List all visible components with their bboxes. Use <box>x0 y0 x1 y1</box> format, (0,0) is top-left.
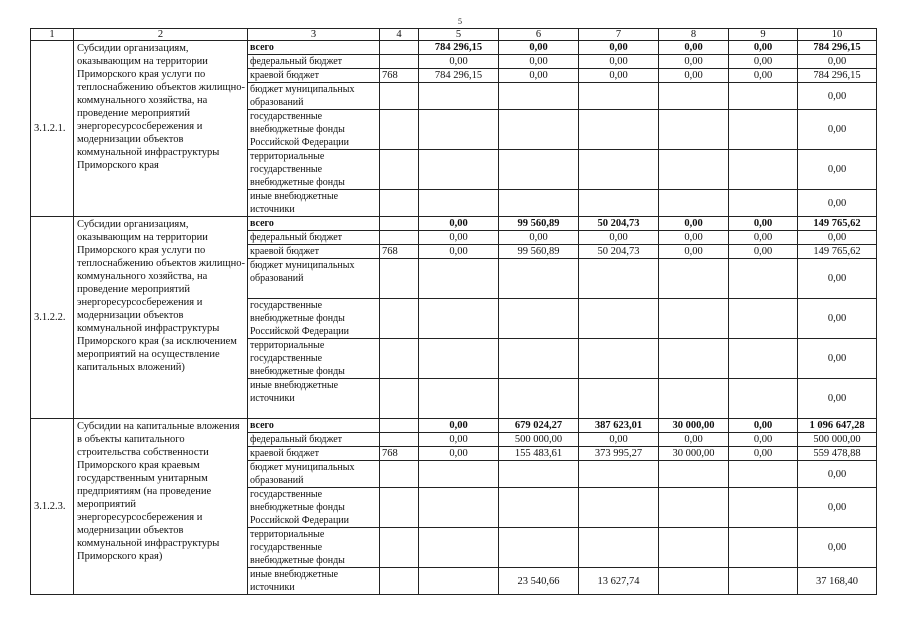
value-cell-c5 <box>419 461 499 488</box>
value-cell-c8: 0,00 <box>659 41 729 55</box>
funding-source: территориальные государственные внебюджетные фонды <box>248 528 380 568</box>
section-name: Субсидии на капитальные вложения в объекты капитального строительства собственности Приморского края краевым государственным унитарным предприятиям (на проведение мероприятий энергоресурсосбережения и модернизации объектов коммунальной инфраструктуры Приморского края) <box>74 419 248 595</box>
value-cell-c10: 500 000,00 <box>798 433 877 447</box>
value-cell-c9: 0,00 <box>729 231 798 245</box>
funding-source: бюджет муниципальных образований <box>248 83 380 110</box>
value-cell-c4 <box>380 299 419 339</box>
value-cell-c4 <box>380 55 419 69</box>
value-cell-c9 <box>729 110 798 150</box>
value-cell-c10: 0,00 <box>798 379 877 419</box>
value-cell-c8 <box>659 259 729 299</box>
value-cell-c7 <box>579 110 659 150</box>
value-cell-c9 <box>729 83 798 110</box>
value-cell-c6 <box>499 259 579 299</box>
value-cell-c7: 373 995,27 <box>579 447 659 461</box>
value-cell-c5: 0,00 <box>419 231 499 245</box>
value-cell-c4 <box>380 110 419 150</box>
value-cell-c5 <box>419 259 499 299</box>
value-cell-c4 <box>380 190 419 217</box>
header-cell: 10 <box>798 29 877 41</box>
value-cell-c4 <box>380 488 419 528</box>
value-cell-c4 <box>380 528 419 568</box>
value-cell-c7: 0,00 <box>579 55 659 69</box>
value-cell-c6 <box>499 528 579 568</box>
section-name: Субсидии организациям, оказывающим на территории Приморского края услуги по теплоснабжению объектов жилищно-коммунального хозяйства, на проведение мероприятий энергоресурсосбережения и модернизации объектов коммунальной инфраструктуры Приморского края <box>74 41 248 217</box>
funding-source: краевой бюджет <box>248 447 380 461</box>
value-cell-c8: 0,00 <box>659 217 729 231</box>
value-cell-c7 <box>579 528 659 568</box>
value-cell-c5 <box>419 83 499 110</box>
value-cell-c7: 13 627,74 <box>579 568 659 595</box>
value-cell-c4: 768 <box>380 245 419 259</box>
value-cell-c8: 0,00 <box>659 231 729 245</box>
value-cell-c6 <box>499 110 579 150</box>
value-cell-c9: 0,00 <box>729 41 798 55</box>
value-cell-c10: 0,00 <box>798 339 877 379</box>
value-cell-c10: 0,00 <box>798 150 877 190</box>
value-cell-c9 <box>729 190 798 217</box>
value-cell-c4 <box>380 461 419 488</box>
value-cell-c10: 784 296,15 <box>798 41 877 55</box>
value-cell-c8 <box>659 488 729 528</box>
value-cell-c5 <box>419 528 499 568</box>
value-cell-c9: 0,00 <box>729 217 798 231</box>
value-cell-c5: 0,00 <box>419 245 499 259</box>
header-cell: 1 <box>31 29 74 41</box>
value-cell-c10: 37 168,40 <box>798 568 877 595</box>
value-cell-c4 <box>380 433 419 447</box>
value-cell-c7: 387 623,01 <box>579 419 659 433</box>
value-cell-c10: 0,00 <box>798 231 877 245</box>
value-cell-c5 <box>419 339 499 379</box>
section-code: 3.1.2.3. <box>31 419 74 595</box>
value-cell-c6: 500 000,00 <box>499 433 579 447</box>
value-cell-c4 <box>380 217 419 231</box>
header-row <box>31 29 877 41</box>
value-cell-c6: 679 024,27 <box>499 419 579 433</box>
value-cell-c9: 0,00 <box>729 419 798 433</box>
value-cell-c7: 0,00 <box>579 231 659 245</box>
value-cell-c4: 768 <box>380 447 419 461</box>
value-cell-c6 <box>499 190 579 217</box>
value-cell-c7 <box>579 379 659 419</box>
value-cell-c8 <box>659 299 729 339</box>
value-cell-c5: 784 296,15 <box>419 41 499 55</box>
value-cell-c7 <box>579 488 659 528</box>
value-cell-c5: 784 296,15 <box>419 69 499 83</box>
value-cell-c7: 0,00 <box>579 433 659 447</box>
value-cell-c9 <box>729 150 798 190</box>
value-cell-c5 <box>419 568 499 595</box>
value-cell-c6: 0,00 <box>499 69 579 83</box>
value-cell-c7 <box>579 461 659 488</box>
value-cell-c6: 0,00 <box>499 231 579 245</box>
funding-source: всего <box>248 41 380 55</box>
funding-source: государственные внебюджетные фонды Российской Федерации <box>248 110 380 150</box>
funding-source: иные внебюджетные источники <box>248 190 380 217</box>
value-cell-c6: 0,00 <box>499 55 579 69</box>
value-cell-c7: 50 204,73 <box>579 245 659 259</box>
section-code: 3.1.2.2. <box>31 217 74 419</box>
value-cell-c10: 784 296,15 <box>798 69 877 83</box>
value-cell-c9 <box>729 259 798 299</box>
value-cell-c6: 0,00 <box>499 41 579 55</box>
header-cell: 5 <box>419 29 499 41</box>
funding-source: федеральный бюджет <box>248 433 380 447</box>
value-cell-c10: 0,00 <box>798 299 877 339</box>
value-cell-c4 <box>380 419 419 433</box>
section-code: 3.1.2.1. <box>31 41 74 217</box>
funding-source: всего <box>248 419 380 433</box>
page-number: 5 <box>458 17 462 26</box>
value-cell-c5 <box>419 379 499 419</box>
value-cell-c9: 0,00 <box>729 69 798 83</box>
value-cell-c7 <box>579 259 659 299</box>
value-cell-c6 <box>499 461 579 488</box>
value-cell-c10: 149 765,62 <box>798 245 877 259</box>
value-cell-c6 <box>499 488 579 528</box>
value-cell-c8 <box>659 110 729 150</box>
table-row <box>31 41 877 55</box>
header-cell: 6 <box>499 29 579 41</box>
value-cell-c5: 0,00 <box>419 447 499 461</box>
value-cell-c4 <box>380 568 419 595</box>
value-cell-c9: 0,00 <box>729 55 798 69</box>
funding-source: бюджет муниципальных образований <box>248 259 380 299</box>
value-cell-c9 <box>729 488 798 528</box>
funding-source: территориальные государственные внебюджетные фонды <box>248 339 380 379</box>
value-cell-c10: 149 765,62 <box>798 217 877 231</box>
value-cell-c9 <box>729 568 798 595</box>
value-cell-c7 <box>579 150 659 190</box>
header-cell: 2 <box>74 29 248 41</box>
funding-source: краевой бюджет <box>248 245 380 259</box>
value-cell-c10: 559 478,88 <box>798 447 877 461</box>
value-cell-c8: 0,00 <box>659 433 729 447</box>
header-cell: 9 <box>729 29 798 41</box>
value-cell-c9: 0,00 <box>729 433 798 447</box>
value-cell-c5 <box>419 488 499 528</box>
value-cell-c4 <box>380 259 419 299</box>
value-cell-c10: 0,00 <box>798 528 877 568</box>
value-cell-c6: 99 560,89 <box>499 245 579 259</box>
header-cell: 4 <box>380 29 419 41</box>
value-cell-c8 <box>659 190 729 217</box>
value-cell-c8: 0,00 <box>659 69 729 83</box>
table-row <box>31 217 877 231</box>
value-cell-c8 <box>659 150 729 190</box>
value-cell-c7: 0,00 <box>579 69 659 83</box>
value-cell-c7 <box>579 190 659 217</box>
header-cell: 8 <box>659 29 729 41</box>
value-cell-c4 <box>380 150 419 190</box>
value-cell-c6 <box>499 150 579 190</box>
value-cell-c9 <box>729 379 798 419</box>
value-cell-c5 <box>419 299 499 339</box>
value-cell-c7: 50 204,73 <box>579 217 659 231</box>
value-cell-c4 <box>380 379 419 419</box>
value-cell-c10: 1 096 647,28 <box>798 419 877 433</box>
funding-source: территориальные государственные внебюджетные фонды <box>248 150 380 190</box>
funding-source: краевой бюджет <box>248 69 380 83</box>
budget-table <box>30 28 877 595</box>
value-cell-c10: 0,00 <box>798 190 877 217</box>
header-cell: 3 <box>248 29 380 41</box>
value-cell-c5: 0,00 <box>419 433 499 447</box>
value-cell-c8 <box>659 568 729 595</box>
value-cell-c10: 0,00 <box>798 259 877 299</box>
funding-source: иные внебюджетные источники <box>248 379 380 419</box>
value-cell-c8: 30 000,00 <box>659 419 729 433</box>
value-cell-c8 <box>659 379 729 419</box>
funding-source: всего <box>248 217 380 231</box>
funding-source: государственные внебюджетные фонды Российской Федерации <box>248 299 380 339</box>
value-cell-c7: 0,00 <box>579 41 659 55</box>
value-cell-c9 <box>729 461 798 488</box>
funding-source: государственные внебюджетные фонды Российской Федерации <box>248 488 380 528</box>
value-cell-c4 <box>380 231 419 245</box>
value-cell-c9 <box>729 528 798 568</box>
value-cell-c8: 0,00 <box>659 245 729 259</box>
value-cell-c6: 155 483,61 <box>499 447 579 461</box>
value-cell-c6 <box>499 83 579 110</box>
value-cell-c5 <box>419 150 499 190</box>
value-cell-c9 <box>729 339 798 379</box>
value-cell-c8 <box>659 83 729 110</box>
header-cell: 7 <box>579 29 659 41</box>
value-cell-c7 <box>579 299 659 339</box>
value-cell-c8: 0,00 <box>659 55 729 69</box>
value-cell-c8: 30 000,00 <box>659 447 729 461</box>
funding-source: федеральный бюджет <box>248 55 380 69</box>
table-row <box>31 419 877 433</box>
value-cell-c6 <box>499 299 579 339</box>
value-cell-c10: 0,00 <box>798 83 877 110</box>
value-cell-c10: 0,00 <box>798 55 877 69</box>
value-cell-c9: 0,00 <box>729 245 798 259</box>
value-cell-c10: 0,00 <box>798 488 877 528</box>
value-cell-c8 <box>659 339 729 379</box>
funding-source: иные внебюджетные источники <box>248 568 380 595</box>
value-cell-c4: 768 <box>380 69 419 83</box>
value-cell-c10: 0,00 <box>798 110 877 150</box>
value-cell-c7 <box>579 83 659 110</box>
value-cell-c6 <box>499 339 579 379</box>
value-cell-c4 <box>380 41 419 55</box>
value-cell-c8 <box>659 528 729 568</box>
value-cell-c9: 0,00 <box>729 447 798 461</box>
section-name: Субсидии организациям, оказывающим на территории Приморского края услуги по теплоснабжению объектов жилищно-коммунального хозяйства, на проведение мероприятий энергоресурсосбережения и модернизации объектов коммунальной инфраструктуры Приморского края (за исключением мероприятий на осуществление капитальных вложений) <box>74 217 248 419</box>
value-cell-c9 <box>729 299 798 339</box>
value-cell-c5 <box>419 110 499 150</box>
value-cell-c5: 0,00 <box>419 217 499 231</box>
funding-source: федеральный бюджет <box>248 231 380 245</box>
value-cell-c5 <box>419 190 499 217</box>
value-cell-c4 <box>380 339 419 379</box>
value-cell-c6: 99 560,89 <box>499 217 579 231</box>
value-cell-c5: 0,00 <box>419 419 499 433</box>
value-cell-c4 <box>380 83 419 110</box>
funding-source: бюджет муниципальных образований <box>248 461 380 488</box>
value-cell-c6: 23 540,66 <box>499 568 579 595</box>
value-cell-c6 <box>499 379 579 419</box>
value-cell-c8 <box>659 461 729 488</box>
value-cell-c10: 0,00 <box>798 461 877 488</box>
value-cell-c5: 0,00 <box>419 55 499 69</box>
value-cell-c7 <box>579 339 659 379</box>
